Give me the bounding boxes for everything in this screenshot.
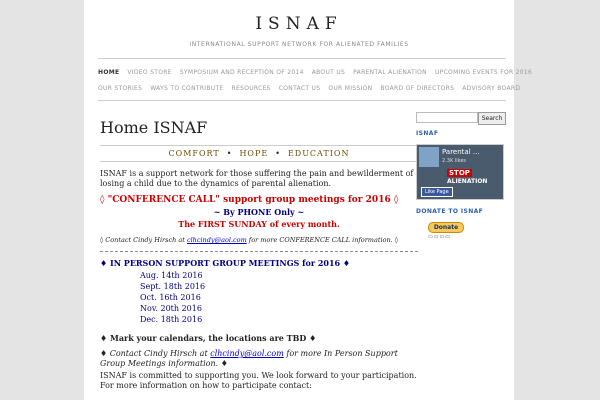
more-info-paragraph: For more information on how to participate contact: [100, 381, 312, 390]
facebook-like-button[interactable]: Like Page [421, 187, 453, 197]
nav-item-video-store[interactable]: VIDEO STORE [127, 69, 172, 76]
nav-item-upcoming-events[interactable]: UPCOMING EVENTS FOR 2016 [434, 69, 533, 76]
contact-text: ♦ Contact Cindy Hirsch at [100, 349, 211, 358]
contact-text: for more CONFERENCE CALL information. ◊ [246, 236, 398, 244]
search-input[interactable] [416, 112, 478, 123]
motto-education: EDUCATION [287, 149, 350, 158]
motto-comfort: COMFORT [168, 149, 220, 158]
widget-title-isnaf: ISNAF [416, 130, 439, 137]
primary-nav-row-2 [98, 85, 521, 92]
nav-item-home[interactable]: HOME [98, 69, 120, 76]
site-title[interactable]: ISNAF [255, 14, 343, 34]
nav-divider [98, 100, 506, 101]
main-content [100, 118, 418, 397]
nav-item-our-mission[interactable]: OUR MISSION [328, 85, 373, 92]
contact-text: for more In Person Support Group Meetings information. ♦ [100, 349, 398, 368]
nav-item-symposium[interactable]: SYMPOSIUM AND RECEPTION OF 2014 [179, 69, 304, 76]
nav-item-resources[interactable]: RESOURCES [231, 85, 271, 92]
nav-item-about-us[interactable]: ABOUT US [311, 69, 346, 76]
motto-bar [100, 145, 418, 162]
facebook-page-widget[interactable] [416, 144, 504, 200]
conference-call-heading: ◊ "CONFERENCE CALL" support group meetings for 2016 ◊ [100, 195, 399, 205]
primary-nav-row-1 [98, 69, 533, 76]
meeting-date: Aug. 14th 2016 [140, 271, 203, 280]
mark-calendar-note: ♦ Mark your calendars, the locations are TBD ♦ [100, 333, 317, 343]
facebook-profile-image [419, 147, 439, 167]
search-button[interactable]: Search [478, 112, 506, 125]
stop-sign-image: STOP [449, 169, 470, 177]
section-divider [100, 251, 418, 252]
nav-item-parental-alienation[interactable]: PARENTAL ALIENATION [353, 69, 427, 76]
facebook-page-name[interactable]: Parental ... [442, 148, 480, 156]
payment-cards-icon: ▭▭▭▭ [428, 234, 451, 240]
page-title: Home ISNAF [100, 118, 208, 137]
widget-title-donate: DONATE TO ISNAF [416, 208, 484, 215]
contact-in-person [100, 349, 418, 369]
committed-paragraph: ISNAF is committed to supporting you. We look forward to your participation. [100, 371, 417, 380]
nav-item-board-of-directors[interactable]: BOARD OF DIRECTORS [380, 85, 455, 92]
motto-separator: • [226, 149, 233, 158]
facebook-likes-count: 2.3K likes [442, 158, 466, 164]
motto-separator: • [275, 149, 281, 158]
page-container [84, 0, 533, 400]
email-link[interactable]: clhcindy@aol.com [186, 236, 247, 244]
donate-button[interactable]: Donate [428, 222, 464, 233]
first-sunday-note: The FIRST SUNDAY of every month. [178, 219, 340, 229]
motto-hope: HOPE [239, 149, 269, 158]
nav-item-our-stories[interactable]: OUR STORIES [98, 85, 143, 92]
contact-text: ◊ Contact Cindy Hirsch at [100, 236, 187, 244]
nav-item-contact-us[interactable]: CONTACT US [278, 85, 321, 92]
meeting-date: Sept. 18th 2016 [140, 282, 206, 291]
meeting-date: Oct. 16th 2016 [140, 293, 201, 302]
header-divider [98, 58, 506, 59]
email-link[interactable]: clhcindy@aol.com [210, 349, 284, 358]
alienation-caption: ALIENATION [447, 178, 488, 185]
contact-conference-call [100, 235, 418, 245]
site-tagline: INTERNATIONAL SUPPORT NETWORK FOR ALIENATED FAMILIES [189, 41, 409, 48]
nav-item-advisory-board[interactable]: ADVISORY BOARD [462, 85, 521, 92]
intro-paragraph: ISNAF is a support network for those suffering the pain and bewilderment of losing a child due to the dynamics of parental alienation. [100, 169, 414, 188]
by-phone-note: ~ By PHONE Only ~ [213, 207, 305, 217]
meeting-date: Nov. 20th 2016 [140, 304, 202, 313]
nav-item-ways-to-contribute[interactable]: WAYS TO CONTRIBUTE [150, 85, 224, 92]
meeting-date: Dec. 18th 2016 [140, 315, 203, 324]
meeting-dates-list [140, 270, 418, 325]
in-person-heading: ♦ IN PERSON SUPPORT GROUP MEETINGS for 2016 ♦ [100, 258, 351, 268]
